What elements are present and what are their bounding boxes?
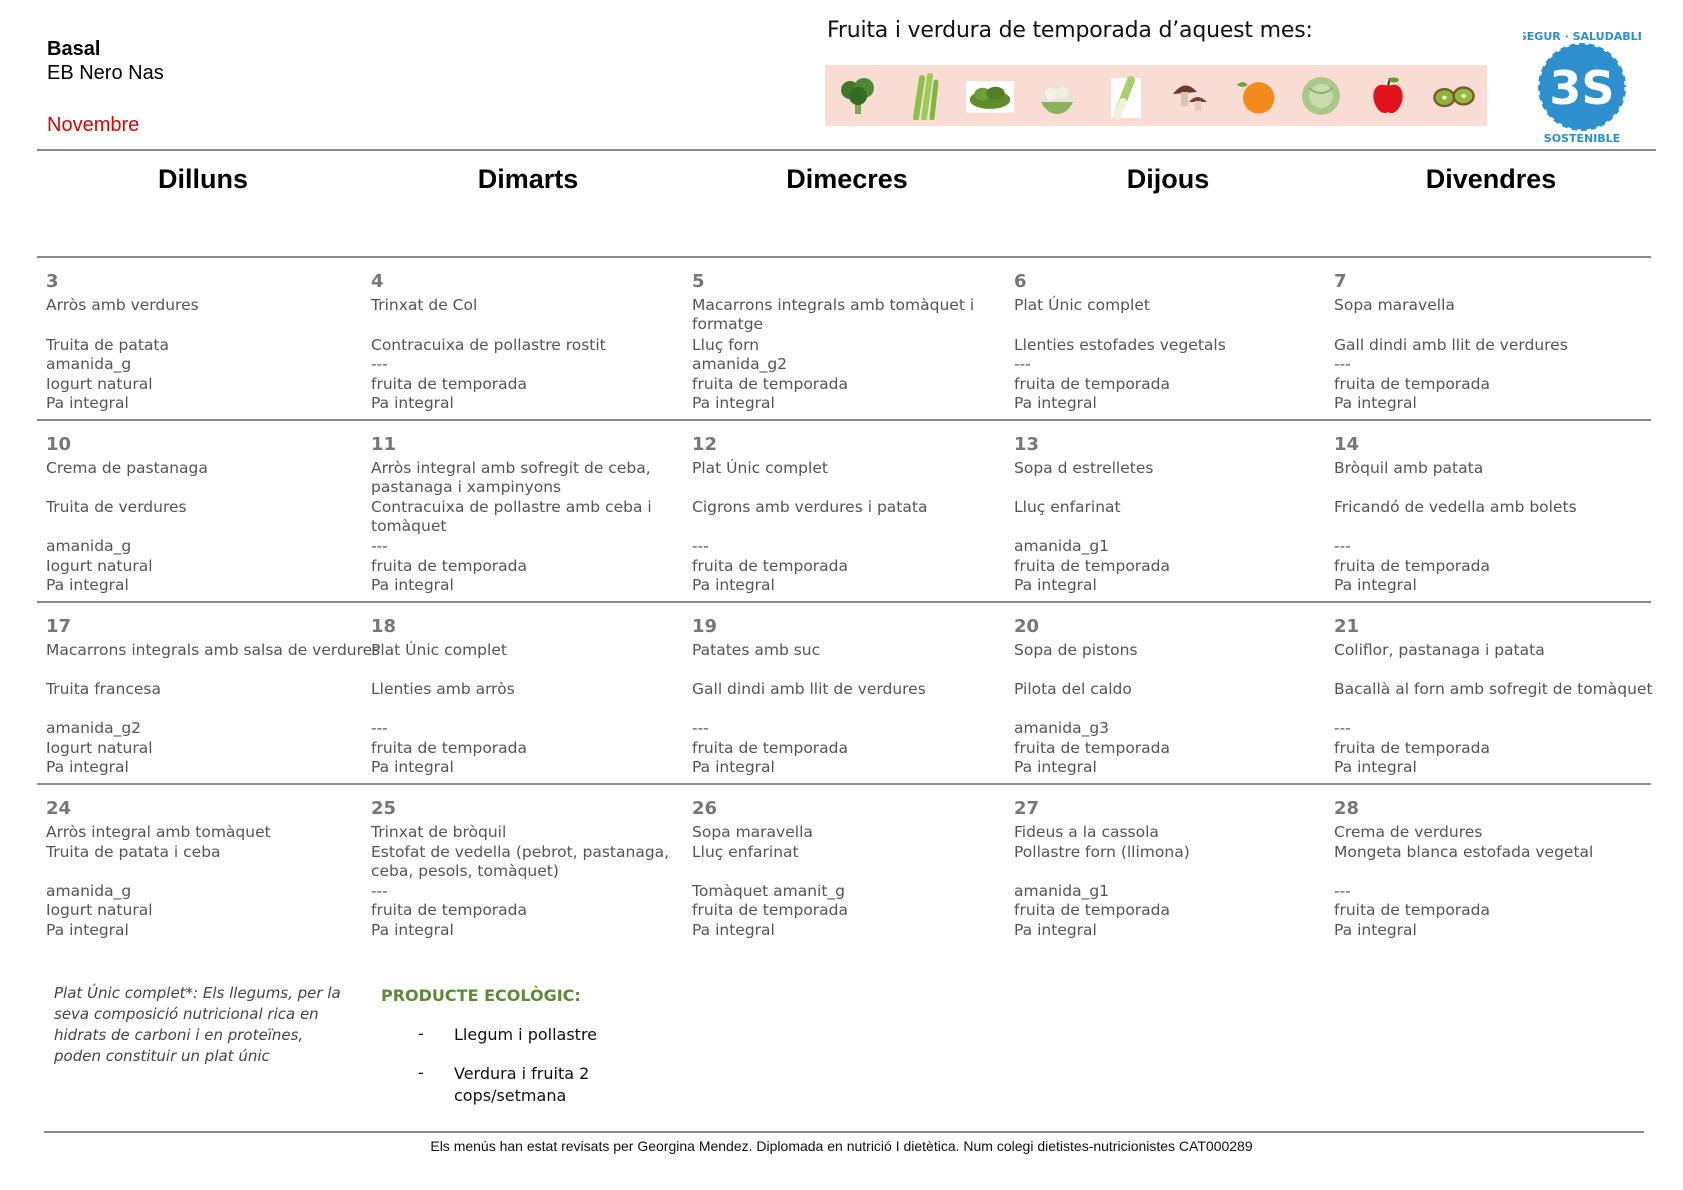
week-divider — [37, 419, 1651, 421]
week-divider — [37, 601, 1651, 603]
day-header-monday: Dilluns — [157, 164, 248, 194]
day-number: 27 — [1014, 798, 1040, 819]
celery-icon — [900, 72, 948, 120]
menu-cell-day-11 — [371, 435, 689, 600]
dessert: fruita de temporada — [1334, 557, 1491, 575]
day-number: 13 — [1014, 434, 1040, 455]
bread: Pa integral — [371, 576, 454, 594]
side: amanida_g — [46, 537, 132, 555]
day-number: 3 — [46, 271, 59, 292]
second-course: Contracuixa de pollastre amb ceba i tomàquet — [371, 498, 652, 535]
first-course: Sopa maravella — [1334, 296, 1455, 314]
second-course: Lluç enfarinat — [1014, 498, 1121, 516]
first-course: Arròs amb verdures — [46, 296, 199, 314]
menu-cell-day-28 — [1334, 799, 1652, 949]
menu-cell-day-12 — [692, 435, 1010, 600]
week-divider — [37, 783, 1651, 785]
side: --- — [1334, 537, 1351, 555]
side: amanida_g — [46, 355, 132, 373]
dessert: fruita de temporada — [692, 557, 849, 575]
svg-text:3S: 3S — [1549, 61, 1615, 115]
dessert: Iogurt natural — [46, 901, 153, 919]
menu-cell-day-7 — [1334, 272, 1652, 412]
day-number: 6 — [1014, 271, 1027, 292]
bread: Pa integral — [46, 394, 129, 412]
second-course: Pilota del caldo — [1014, 680, 1132, 698]
second-course: Contracuixa de pollastre rostit — [371, 336, 606, 354]
bread: Pa integral — [371, 921, 454, 939]
first-course: Coliflor, pastanaga i patata — [1334, 641, 1545, 659]
first-course: Arròs integral amb sofregit de ceba, pastanaga i xampinyons — [371, 459, 651, 496]
menu-cell-day-27 — [1014, 799, 1332, 949]
day-number: 4 — [371, 271, 384, 292]
day-header-tuesday: Dimarts — [477, 164, 579, 194]
side: --- — [371, 882, 388, 900]
dessert: fruita de temporada — [1014, 557, 1171, 575]
bread: Pa integral — [1014, 921, 1097, 939]
bread: Pa integral — [46, 576, 129, 594]
organic-item-text: Verdura i fruita 2 cops/setmana — [454, 1064, 590, 1105]
second-course: Gall dindi amb llit de verdures — [692, 680, 926, 698]
first-course: Crema de verdures — [1334, 823, 1483, 841]
dessert: fruita de temporada — [1014, 901, 1171, 919]
second-course: Truita de patata i ceba — [46, 843, 221, 861]
menu-cell-day-17 — [46, 616, 381, 782]
menu-cell-day-19 — [692, 617, 1010, 782]
second-course: Llenties estofades vegetals — [1014, 336, 1226, 354]
menu-cell-day-18 — [371, 617, 689, 782]
organic-item: - Llegum i pollastre — [418, 1024, 604, 1046]
bread: Pa integral — [692, 758, 775, 776]
kiwi-icon — [1430, 72, 1478, 120]
side: --- — [371, 719, 388, 737]
leek-icon — [1099, 72, 1147, 120]
plat-unic-footnote: Plat Únic complet*: Els llegums, per la seva composició nutricional rica en hidrats de carboni i en proteïnes, poden constituir un plat únic — [54, 984, 341, 1065]
bread: Pa integral — [1014, 394, 1097, 412]
second-course: Bacallà al forn amb sofregit de tomàquet — [1334, 680, 1653, 698]
dessert: fruita de temporada — [371, 375, 528, 393]
broccoli-icon — [834, 72, 882, 120]
side: amanida_g — [46, 882, 132, 900]
spinach-icon — [966, 72, 1014, 120]
bread: Pa integral — [1014, 576, 1097, 594]
second-course: Lluç enfarinat — [692, 843, 799, 861]
dessert: fruita de temporada — [1334, 901, 1491, 919]
first-course: Macarrons integrals amb salsa de verdures — [46, 641, 381, 659]
first-course: Plat Únic complet — [371, 641, 507, 659]
bread: Pa integral — [692, 576, 775, 594]
day-number: 24 — [46, 798, 72, 819]
side: amanida_g2 — [692, 355, 788, 373]
day-number: 14 — [1334, 434, 1360, 455]
side: --- — [1334, 719, 1351, 737]
dessert: fruita de temporada — [692, 901, 849, 919]
apple-icon — [1364, 72, 1412, 120]
first-course: Sopa d estrelletes — [1014, 459, 1154, 477]
dessert: fruita de temporada — [371, 901, 528, 919]
day-number: 12 — [692, 434, 718, 455]
day-number: 17 — [46, 616, 72, 637]
week-divider — [37, 256, 1651, 258]
dessert: Iogurt natural — [46, 375, 153, 393]
day-number: 21 — [1334, 616, 1360, 637]
day-number: 18 — [371, 616, 397, 637]
first-course: Bròquil amb patata — [1334, 459, 1484, 477]
menu-type-title: Basal — [47, 38, 101, 60]
menu-cell-day-10 — [46, 435, 364, 600]
segur-saludable-sostenible-logo — [1523, 28, 1641, 146]
dessert: fruita de temporada — [692, 375, 849, 393]
seasonal-produce-title: Fruita i verdura de temporada d’aquest mes: — [827, 18, 1313, 43]
first-course: Trinxat de Col — [371, 296, 478, 314]
first-course: Patates amb suc — [692, 641, 821, 659]
orange-icon — [1231, 72, 1279, 120]
menu-cell-day-4 — [371, 272, 689, 412]
day-number: 11 — [371, 434, 397, 455]
bread: Pa integral — [692, 921, 775, 939]
side: --- — [371, 537, 388, 555]
bread: Pa integral — [46, 758, 129, 776]
dessert: Iogurt natural — [46, 739, 153, 757]
first-course: Trinxat de bròquil — [371, 823, 507, 841]
second-course: Lluç forn — [692, 336, 760, 354]
day-header-friday: Divendres — [1425, 164, 1557, 194]
side: amanida_g1 — [1014, 537, 1110, 555]
menu-cell-day-13 — [1014, 435, 1332, 600]
bread: Pa integral — [371, 394, 454, 412]
side: --- — [692, 537, 709, 555]
side: --- — [1334, 882, 1351, 900]
dessert: fruita de temporada — [1334, 375, 1491, 393]
side: --- — [1334, 355, 1351, 373]
organic-item: - Verdura i fruita 2 cops/setmana — [418, 1063, 604, 1107]
day-number: 28 — [1334, 798, 1360, 819]
header-divider — [37, 149, 1656, 151]
organic-product-title: PRODUCTE ECOLÒGIC: — [381, 986, 581, 1005]
second-course: Truita de patata — [46, 336, 169, 354]
second-course: Llenties amb arròs — [371, 680, 515, 698]
dessert: fruita de temporada — [371, 557, 528, 575]
menu-cell-day-26 — [692, 799, 1010, 949]
day-number: 10 — [46, 434, 72, 455]
bread: Pa integral — [46, 921, 129, 939]
side: amanida_g1 — [1014, 882, 1110, 900]
dessert: fruita de temporada — [692, 739, 849, 757]
svg-text:SOSTENIBLE: SOSTENIBLE — [1543, 132, 1621, 145]
side: Tomàquet amanit_g — [692, 882, 846, 900]
first-course: Macarrons integrals amb tomàquet i formatge — [692, 296, 975, 333]
first-course: Arròs integral amb tomàquet — [46, 823, 271, 841]
menu-cell-day-20 — [1014, 617, 1332, 782]
cauliflower-icon — [1033, 72, 1081, 120]
menu-cell-day-3 — [46, 272, 364, 412]
seasonal-produce-strip — [825, 65, 1487, 126]
school-name: EB Nero Nas — [47, 62, 164, 84]
first-course: Fideus a la cassola — [1014, 823, 1159, 841]
mushroom-icon — [1165, 72, 1213, 120]
side: --- — [692, 719, 709, 737]
menu-cell-day-14 — [1334, 435, 1652, 600]
footer-divider — [44, 1131, 1644, 1133]
footer-note: Els menús han estat revisats per Georgina Mendez. Diplomada en nutrició I dietètica. Num colegi dietistes-nutricionistes CAT000289 — [430, 1138, 1253, 1154]
second-course: Estofat de vedella (pebrot, pastanaga, ceba, pesols, tomàquet) — [371, 843, 670, 880]
menu-cell-day-24 — [46, 799, 364, 949]
second-course: Cigrons amb verdures i patata — [692, 498, 928, 516]
side: --- — [1014, 355, 1031, 373]
second-course: Mongeta blanca estofada vegetal — [1334, 843, 1594, 861]
bread: Pa integral — [1334, 921, 1417, 939]
first-course: Crema de pastanaga — [46, 459, 208, 477]
menu-cell-day-25 — [371, 799, 689, 949]
svg-text:SEGUR · SALUDABLE: SEGUR · SALUDABLE — [1523, 30, 1641, 43]
dessert: Iogurt natural — [46, 557, 153, 575]
menu-cell-day-21 — [1334, 617, 1652, 782]
first-course: Sopa de pistons — [1014, 641, 1138, 659]
bread: Pa integral — [371, 758, 454, 776]
day-number: 25 — [371, 798, 397, 819]
day-number: 7 — [1334, 271, 1347, 292]
side: amanida_g2 — [46, 719, 142, 737]
dessert: fruita de temporada — [1334, 739, 1491, 757]
month-label: Novembre — [47, 114, 140, 136]
dessert: fruita de temporada — [1014, 739, 1171, 757]
menu-cell-day-5 — [692, 272, 1010, 412]
first-course: Sopa maravella — [692, 823, 813, 841]
second-course: Pollastre forn (llimona) — [1014, 843, 1190, 861]
side: --- — [371, 355, 388, 373]
dessert: fruita de temporada — [371, 739, 528, 757]
bread: Pa integral — [1334, 576, 1417, 594]
bread: Pa integral — [692, 394, 775, 412]
bread: Pa integral — [1334, 394, 1417, 412]
bread: Pa integral — [1014, 758, 1097, 776]
first-course: Plat Únic complet — [1014, 296, 1150, 314]
second-course: Truita francesa — [46, 680, 161, 698]
day-header-wednesday: Dimecres — [786, 164, 908, 194]
organic-item-text: Llegum i pollastre — [454, 1025, 598, 1044]
side: amanida_g3 — [1014, 719, 1110, 737]
second-course: Gall dindi amb llit de verdures — [1334, 336, 1568, 354]
day-number: 5 — [692, 271, 705, 292]
menu-cell-day-6 — [1014, 272, 1332, 412]
day-number: 20 — [1014, 616, 1040, 637]
day-header-thursday: Dijous — [1126, 164, 1210, 194]
day-number: 19 — [692, 616, 718, 637]
bread: Pa integral — [1334, 758, 1417, 776]
day-number: 26 — [692, 798, 718, 819]
second-course: Fricandó de vedella amb bolets — [1334, 498, 1577, 516]
cabbage-icon — [1297, 72, 1345, 120]
second-course: Truita de verdures — [46, 498, 187, 516]
dessert: fruita de temporada — [1014, 375, 1171, 393]
first-course: Plat Únic complet — [692, 459, 828, 477]
